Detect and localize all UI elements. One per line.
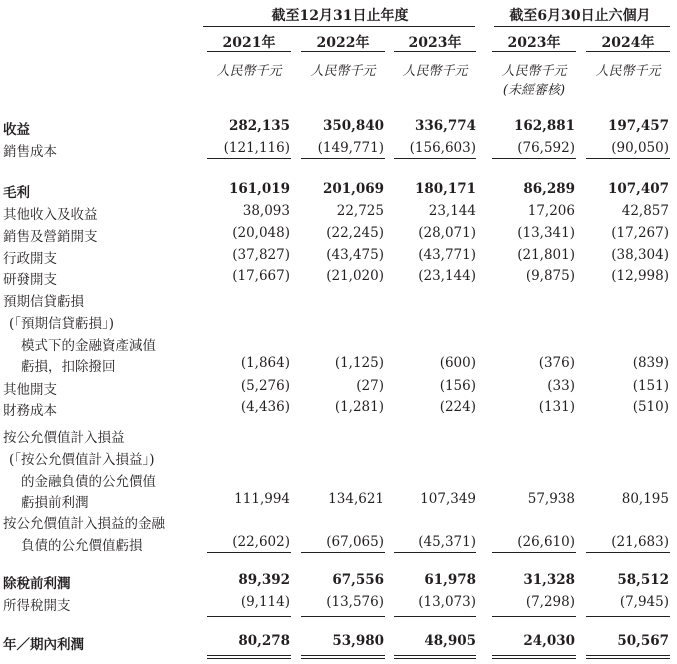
subtotal-rule [586, 158, 670, 159]
row-value: (13,576) [326, 594, 384, 610]
row-value: 31,328 [523, 572, 575, 588]
total-double-rule [207, 658, 291, 659]
row-value: 61,978 [424, 572, 476, 588]
row-value: 180,171 [414, 181, 476, 197]
row-value: (33) [547, 378, 575, 394]
row-value: (37,827) [232, 247, 290, 263]
unit-2022: 人民幣千元 [310, 64, 376, 79]
row-value: (23,144) [418, 268, 476, 284]
unit-2023-h1: 人民幣千元 [501, 64, 567, 79]
unit-2024-h1: 人民幣千元 [595, 64, 661, 79]
row-value: (4,436) [240, 399, 290, 415]
row-label: 銷售成本 [3, 144, 57, 160]
subtotal-rule [301, 552, 385, 553]
row-value: (156) [439, 378, 476, 394]
unaudited-note: (未經審核) [502, 83, 566, 98]
row-value: 134,621 [328, 491, 384, 508]
unit-2021: 人民幣千元 [216, 64, 282, 79]
row-value: (12,998) [611, 268, 669, 284]
total-double-rule [492, 655, 576, 656]
row-value: (151) [632, 378, 669, 394]
row-label: 所得稅開支 [3, 598, 71, 614]
row-value: 111,994 [234, 491, 290, 508]
row-value: (90,050) [611, 140, 669, 156]
row-label: 模式下的金融資產減值 [21, 337, 156, 354]
row-value: (43,771) [418, 247, 476, 263]
row-value: (7,945) [619, 594, 669, 610]
row-value: (224) [439, 399, 476, 415]
row-value: 86,289 [523, 181, 575, 197]
total-double-rule [586, 655, 670, 656]
subtotal-rule [492, 552, 576, 553]
row-value: (7,298) [525, 594, 575, 610]
row-value: 23,144 [428, 203, 476, 219]
subtotal-rule [394, 158, 476, 159]
year-header-2021: 2021年 [222, 35, 276, 51]
row-label: 銷售及營銷開支 [3, 229, 98, 245]
row-value: 50,567 [617, 633, 669, 649]
row-label: 按公允價值計入損益的金融 [3, 516, 165, 532]
row-value: (149,771) [317, 140, 384, 156]
row-label: 毛利 [3, 185, 30, 201]
header-group-full-year: 截至12月31日止年度 [271, 8, 409, 24]
year-rule-2023 [394, 51, 476, 52]
row-value: (13,073) [418, 594, 476, 610]
row-label: 除稅前利潤 [3, 576, 71, 592]
row-value: (131) [538, 399, 575, 415]
row-value: (76,592) [517, 140, 575, 156]
total-double-rule [394, 655, 476, 656]
row-value: (1,864) [240, 355, 290, 372]
row-label: 負債的公允價值虧損 [21, 537, 143, 554]
unit-2023: 人民幣千元 [402, 64, 468, 79]
row-label: 行政開支 [3, 251, 57, 267]
row-value: (156,603) [409, 140, 476, 156]
total-double-rule [301, 655, 385, 656]
year-rule-2023-h1 [492, 51, 576, 52]
row-value: (28,071) [418, 225, 476, 241]
row-value: 53,980 [332, 633, 384, 649]
row-value: (27) [356, 378, 384, 394]
subtotal-rule [492, 158, 576, 159]
row-value: (9,875) [525, 268, 575, 284]
row-value: (1,281) [334, 399, 384, 415]
row-value: 58,512 [617, 572, 669, 588]
subtotal-rule [394, 616, 476, 617]
row-value: (22,602) [232, 533, 290, 550]
header-group-six-months: 截至6月30日止六個月 [509, 8, 651, 24]
row-value: (13,341) [517, 225, 575, 241]
subtotal-rule [207, 158, 291, 159]
row-value: (121,116) [223, 140, 290, 156]
year-header-2024-h1: 2024年 [601, 35, 655, 51]
subtotal-rule [301, 616, 385, 617]
row-label: 收益 [3, 122, 30, 138]
row-value: (67,065) [326, 533, 384, 550]
row-value: (376) [538, 355, 575, 372]
year-rule-2022 [301, 51, 385, 52]
row-value: (20,048) [232, 225, 290, 241]
subtotal-rule [207, 616, 291, 617]
row-value: 282,135 [228, 118, 290, 134]
header-rule-six-months [494, 26, 670, 27]
row-value: (45,371) [418, 533, 476, 550]
year-rule-2021 [207, 51, 291, 52]
row-value: 107,349 [420, 491, 476, 508]
row-value: (600) [439, 355, 476, 372]
row-label: 財務成本 [3, 403, 57, 419]
row-value: (26,610) [517, 533, 575, 550]
total-double-rule [301, 658, 385, 659]
subtotal-rule [394, 552, 476, 553]
row-label: 其他收入及收益 [3, 207, 98, 223]
row-value: 197,457 [607, 118, 669, 134]
row-value: (17,667) [232, 268, 290, 284]
year-header-2023: 2023年 [408, 35, 462, 51]
total-double-rule [492, 658, 576, 659]
row-value: (9,114) [240, 594, 290, 610]
row-value: 89,392 [238, 572, 290, 588]
subtotal-rule [586, 616, 670, 617]
row-value: (1,125) [334, 355, 384, 372]
row-value: (510) [632, 399, 669, 415]
row-label: (「預期信貸虧損」) [9, 315, 115, 332]
row-label: (「按公允價值計入損益」) [9, 451, 155, 468]
row-value: (21,020) [326, 268, 384, 284]
row-label: 年／期內利潤 [3, 637, 84, 653]
total-double-rule [207, 655, 291, 656]
row-value: (21,801) [517, 247, 575, 263]
total-double-rule [586, 658, 670, 659]
row-value: (43,475) [326, 247, 384, 263]
row-value: 42,857 [621, 203, 669, 219]
row-value: 24,030 [523, 633, 575, 649]
year-rule-2024-h1 [586, 51, 670, 52]
row-value: (21,683) [611, 533, 669, 550]
row-value: 38,093 [242, 203, 290, 219]
header-rule-full-year [203, 26, 475, 27]
subtotal-rule [301, 158, 385, 159]
row-label: 按公允價值計入損益 [3, 430, 125, 446]
row-label: 虧損，扣除撥回 [21, 359, 116, 376]
row-value: 48,905 [424, 633, 476, 649]
total-double-rule [394, 658, 476, 659]
subtotal-rule [586, 552, 670, 553]
row-value: (5,276) [240, 378, 290, 394]
year-header-2023-h1: 2023年 [507, 35, 561, 51]
row-value: 17,206 [527, 203, 575, 219]
row-label: 虧損前利潤 [21, 495, 89, 512]
row-value: 80,278 [238, 633, 290, 649]
row-value: 161,019 [228, 181, 290, 197]
row-value: 162,881 [513, 118, 575, 134]
row-label: 研發開支 [3, 272, 57, 288]
row-value: 22,725 [336, 203, 384, 219]
row-value: 201,069 [322, 181, 384, 197]
row-label: 的金融負債的公允價值 [21, 473, 156, 490]
subtotal-rule [492, 616, 576, 617]
row-value: (22,245) [326, 225, 384, 241]
row-label: 預期信貸虧損 [3, 294, 84, 310]
row-value: 57,938 [527, 491, 575, 508]
row-value: 350,840 [322, 118, 384, 134]
row-value: (38,304) [611, 247, 669, 263]
row-value: (839) [632, 355, 669, 372]
row-value: (17,267) [611, 225, 669, 241]
year-header-2022: 2022年 [316, 35, 370, 51]
row-label: 其他開支 [3, 382, 57, 398]
row-value: 67,556 [332, 572, 384, 588]
row-value: 80,195 [621, 491, 669, 508]
row-value: 336,774 [414, 118, 476, 134]
subtotal-rule [207, 552, 291, 553]
row-value: 107,407 [607, 181, 669, 197]
